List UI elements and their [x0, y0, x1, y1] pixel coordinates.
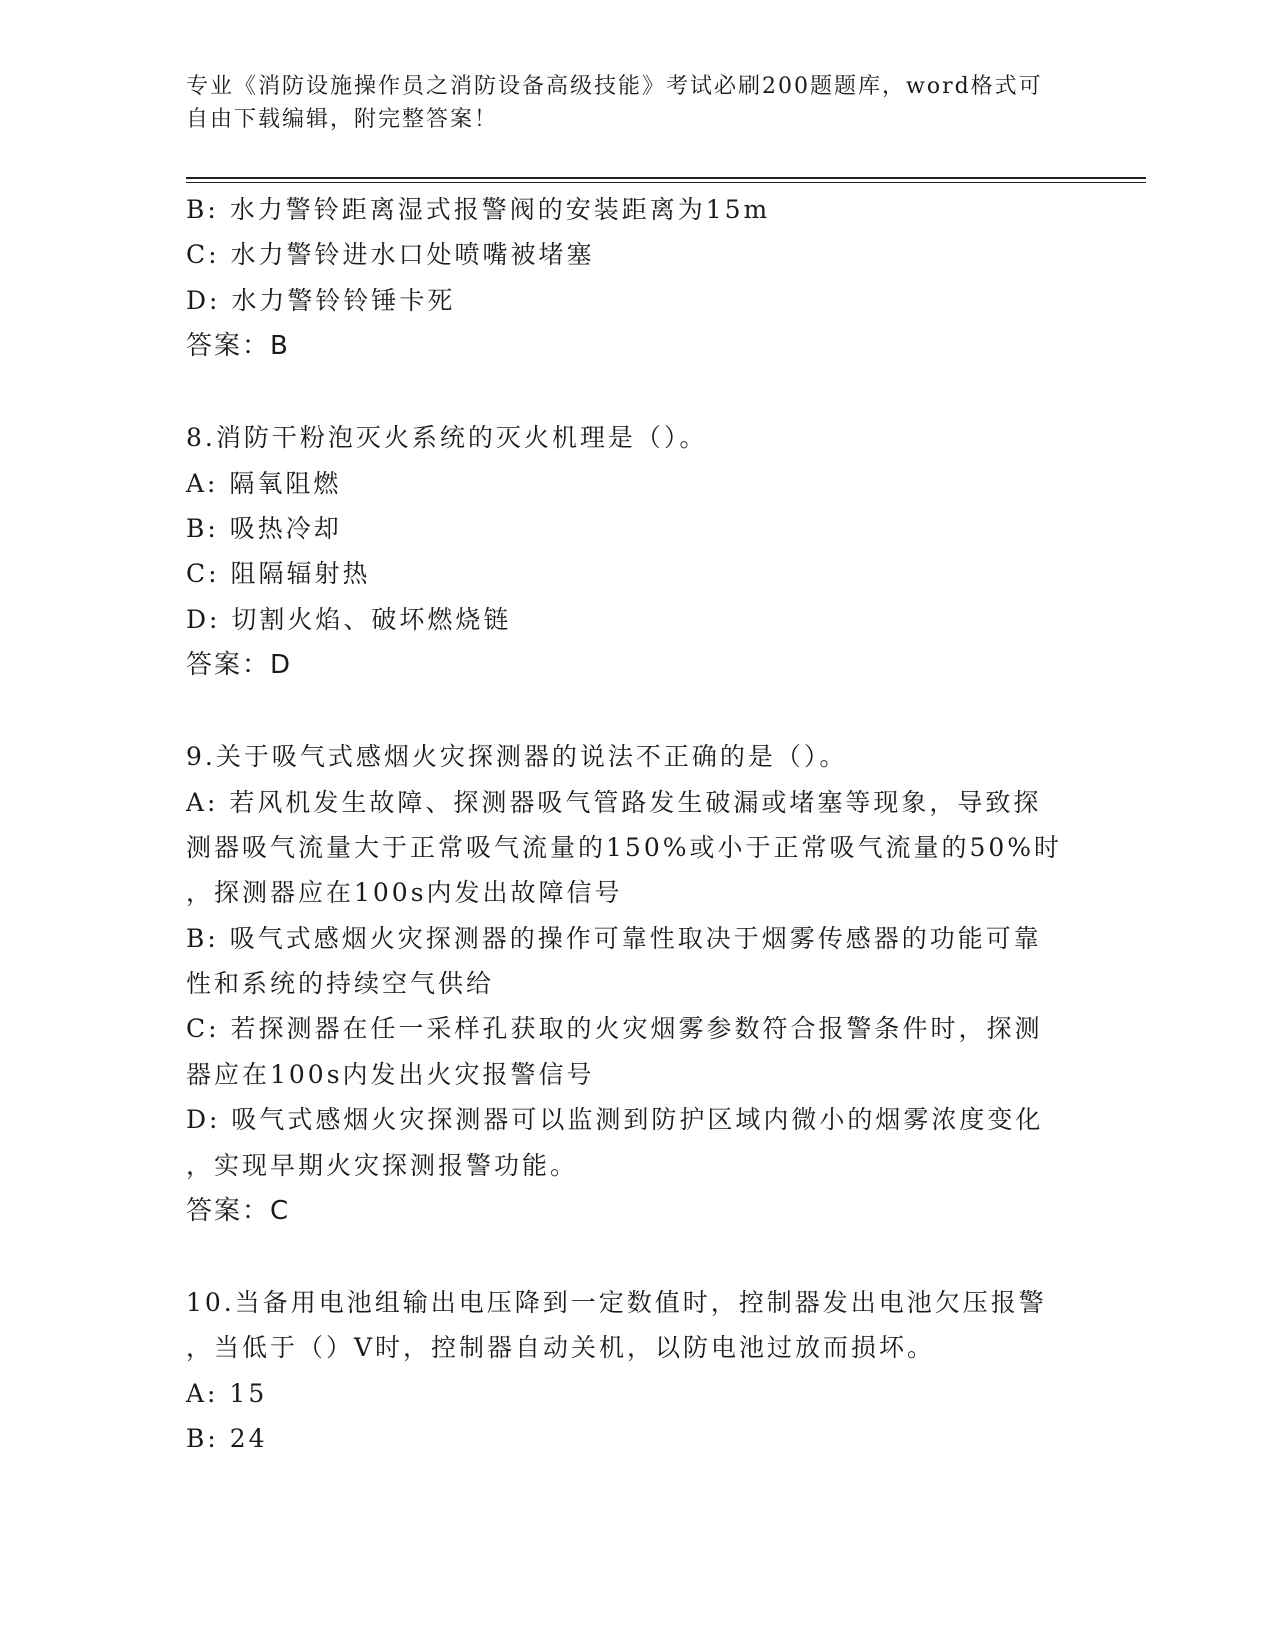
q10-stem-line-2: ，当低于（）V时，控制器自动关机，以防电池过放而损坏。 [186, 1333, 936, 1363]
question-list [186, 187, 1066, 1462]
q8-option-b: B: 吸热冷却 [186, 513, 342, 543]
q8-option-a: A: 隔氧阻燃 [186, 468, 342, 498]
question-8 [186, 415, 1066, 688]
header-line-2: 自由下载编辑，附完整答案！ [186, 107, 499, 132]
document-header [186, 70, 1066, 136]
q9-option-c-line-1: C: 若探测器在任一采样孔获取的火灾烟雾参数符合报警条件时，探测 [186, 1014, 1043, 1044]
q9-option-b-line-1: B: 吸气式感烟火灾探测器的操作可靠性取决于烟雾传感器的功能可靠 [186, 923, 1042, 953]
q9-option-a-line-2: 测器吸气流量大于正常吸气流量的150%或小于正常吸气流量的50%时 [186, 832, 1063, 862]
spacer [186, 369, 1066, 415]
q7-answer: 答案：B [186, 331, 290, 362]
spacer [186, 1234, 1066, 1280]
spacer [186, 688, 1066, 734]
q9-answer: 答案：C [186, 1196, 291, 1227]
q8-answer: 答案：D [186, 650, 293, 681]
q7-option-c: C: 水力警铃进水口处喷嘴被堵塞 [186, 240, 595, 270]
question-10 [186, 1280, 1066, 1462]
q8-option-c: C: 阻隔辐射热 [186, 559, 371, 589]
q8-option-d: D: 切割火焰、破坏燃烧链 [186, 604, 512, 634]
q9-option-d-line-2: ，实现早期火灾探测报警功能。 [186, 1150, 579, 1180]
q9-option-b-line-2: 性和系统的持续空气供给 [186, 969, 495, 999]
q8-stem: 8.消防干粉泡灭火系统的灭火机理是（）。 [186, 423, 708, 453]
header-rule-thin [186, 182, 1146, 183]
q10-option-a: A: 15 [186, 1378, 268, 1408]
q9-option-c-line-2: 器应在100s内发出火灾报警信号 [186, 1059, 595, 1089]
q10-stem-line-1: 10.当备用电池组输出电压降到一定数值时，控制器发出电池欠压报警 [186, 1288, 1047, 1318]
question-7 [186, 187, 1066, 369]
q9-option-a-line-1: A: 若风机发生故障、探测器吸气管路发生破漏或堵塞等现象，导致探 [186, 787, 1042, 817]
q9-stem: 9.关于吸气式感烟火灾探测器的说法不正确的是（）。 [186, 742, 848, 772]
q9-option-a-line-3: ，探测器应在100s内发出故障信号 [186, 878, 623, 908]
q7-option-b: B: 水力警铃距离湿式报警阀的安装距离为15m [186, 195, 771, 224]
header-line-1: 专业《消防设施操作员之消防设备高级技能》考试必刷200题题库，word格式可 [186, 74, 1043, 99]
header-rule-thick [186, 177, 1146, 179]
q9-option-d-line-1: D: 吸气式感烟火灾探测器可以监测到防护区域内微小的烟雾浓度变化 [186, 1105, 1044, 1135]
question-9 [186, 734, 1066, 1234]
document-page [186, 0, 1146, 1650]
q7-option-d: D: 水力警铃铃锤卡死 [186, 285, 456, 315]
q10-option-b: B: 24 [186, 1424, 268, 1454]
